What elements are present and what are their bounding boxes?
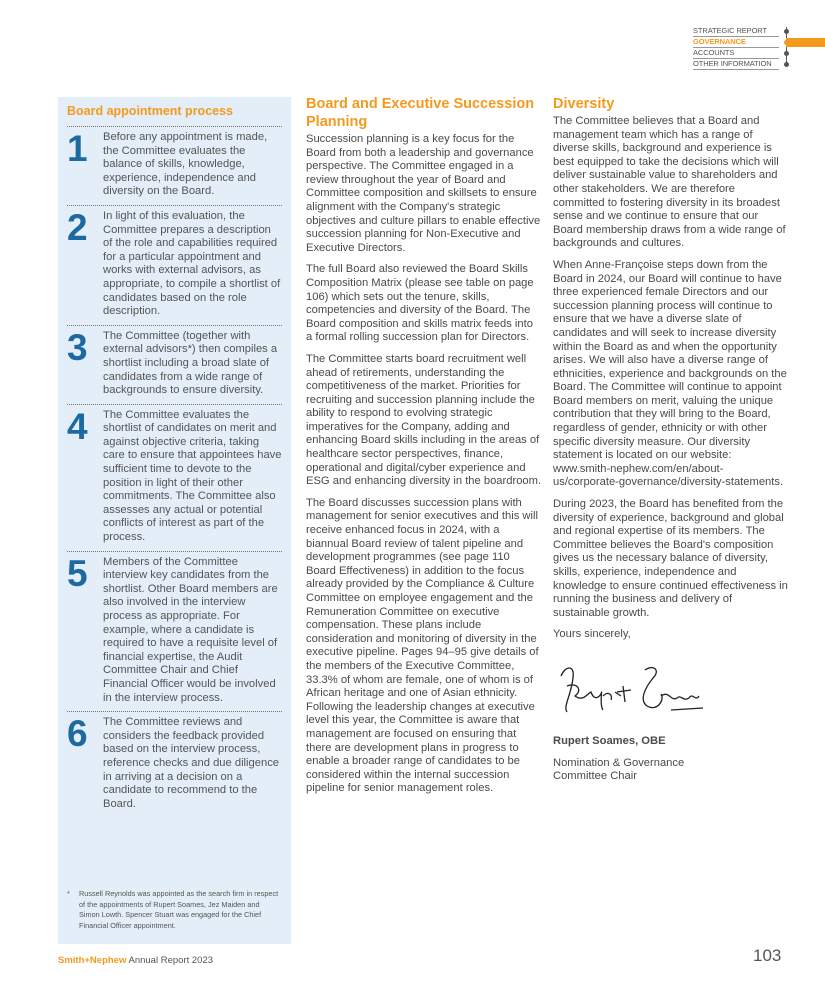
footnote-text: Russell Reynolds was appointed as the search firm in respect of the appointments of Rupert Soames, Jez Maiden and Simon Lowth. Spencer Stuart was engaged for the Chief Financial Officer appointment. — [79, 889, 279, 930]
step-number: 3 — [67, 326, 88, 368]
step-text: In light of this evaluation, the Committee prepares a description of the role and capabilities required for a particular appointment and works with external advisors, as appropriate, to compile a shortlist of candidates based on the role description. — [103, 209, 281, 318]
nav-governance[interactable]: GOVERNANCE — [693, 37, 779, 48]
brand-name: Smith+Nephew — [58, 955, 127, 966]
panel-title: Board appointment process — [67, 104, 233, 118]
process-step — [67, 711, 282, 817]
diversity-paragraph: During 2023, the Board has benefited from the diversity of experience, background and global and regional expertise of its members. The Committee believes the Board's composition gives us the necessary balance of diversity, skills, experience, independence and knowledge to ensure continued effectiveness in running the business and delivery of sustainable growth. — [553, 498, 788, 619]
step-number: 1 — [67, 128, 88, 169]
process-step — [67, 205, 282, 325]
step-number: 2 — [67, 206, 88, 248]
nav-active-marker — [786, 38, 825, 47]
diversity-paragraph: When Anne-Françoise steps down from the Board in 2024, our Board will continue to have three experienced female Directors and our succession planning process will continue to ensure that we have a diverse slate of candidates and will seek to increase diversity within the Board as and when the opportunity arises. We will also have a diverse range of ethnicities, experience and backgrounds on the Board. The Committee will continue to appoint Board members on merit, valuing the unique contribution that they will bring to the Board, regardless of gender, ethnicity or with other specific diversity measure. Our diversity statement is located on our website: www.smith-nephew.com/en/about-us/corporate-governance/diversity-statements. — [553, 258, 787, 489]
step-text: The Committee evaluates the shortlist of candidates on merit and against objective criteria, taking care to ensure that appointees have sufficient time to devote to the position in light of their other commitments. The Committee also assesses any actual or potential conflicts of interest as part of the process. — [103, 408, 282, 544]
nav-strategic-report[interactable]: STRATEGIC REPORT — [693, 26, 779, 37]
section-nav — [693, 26, 779, 70]
process-step — [67, 325, 282, 404]
step-number: 5 — [67, 552, 88, 594]
succession-paragraph: Succession planning is a key focus for the Board from both a leadership and governance perspective. The Committee engaged in a review throughout the year of Board and Committee composition and skillsets to ensure alignment with the Company's strategic objectives and culture pillars to enable effective succession planning for Non-Executive and Executive Directors. — [306, 133, 541, 254]
board-appointment-panel — [58, 97, 291, 944]
succession-paragraph: The Board discusses succession plans with management for senior executives and this will receive enhanced focus in 2024, with a biannual Board review of talent pipeline and development programmes (see page 110 Board Effectiveness) in addition to the focus already provided by the Compliance & Culture Committee on employee engagement and the Remuneration Committee on executive compensation. These plans include consideration and monitoring of diversity in the executive pipeline. Pages 94–95 give details of the members of the Executive Committee, 33.3% of whom are female, one of whom is of African heritage and one of Asian ethnicity. Following the leadership changes at executive level this year, the Committee is aware that management are focused on ensuring that there are development plans in progress to enable a broader range of candidates to be considered within the internal succession pipeline for senior management roles. — [306, 496, 539, 795]
footnote-mark: * — [67, 889, 70, 898]
nav-dot — [784, 51, 789, 56]
process-step — [67, 126, 282, 205]
succession-paragraph: The full Board also reviewed the Board Skills Composition Matrix (please see table on page 106) which sets out the tenure, skills, competencies and diversity of the Board. The Board composition and skills matrix feeds into a formal rolling succession plan for Directors. — [306, 263, 534, 344]
process-step — [67, 551, 282, 712]
succession-paragraph: The Committee starts board recruitment well ahead of retirements, understanding the competitiveness of the market. Priorities for recruiting and succession planning include the ability to respond to evolving strategic imperatives for the Company, adding and enhancing Board skills including in the areas of healthcare sector perspectives, finance, operational and digital/cyber experience and ESG and enhancing diversity in the boardroom. — [306, 352, 542, 488]
report-title: Annual Report 2023 — [128, 955, 214, 966]
diversity-heading: Diversity — [553, 96, 615, 112]
diversity-paragraph: The Committee believes that a Board and management team which has a range of diverse skills, background and experience is best equipped to take the decisions which will deliver sustainable value to shareholders and other stakeholders. We are therefore committed to fostering diversity in its broadest sense and we continue to ensure that our Board membership draws from a wide range of backgrounds and cultures. — [553, 115, 786, 250]
signatory-name: Rupert Soames, OBE — [553, 734, 666, 747]
diversity-paragraph: Yours sincerely, — [553, 628, 631, 641]
page-footer — [58, 955, 213, 966]
nav-dot — [784, 62, 789, 67]
page-number: 103 — [753, 946, 782, 965]
nav-other-information[interactable]: OTHER INFORMATION — [693, 59, 779, 70]
step-text: The Committee reviews and considers the feedback provided based on the interview process, reference checks and due diligence in arriving at a decision on a candidate to recommend to the Board. — [103, 716, 280, 810]
succession-heading: Board and Executive Succession Planning — [306, 96, 535, 130]
step-text: Members of the Committee interview key candidates from the shortlist. Other Board members are also involved in the interview process as appropriate. For example, where a candidate is required to have a requisite level of financial expertise, the Audit Committee Chair and Chief Financial Officer would be involved in the interview process. — [103, 555, 278, 704]
step-text: The Committee (together with external advisors*) then compiles a shortlist including a broad slate of candidates from a wide range of backgrounds to ensure diversity. — [103, 329, 278, 397]
diversity-column — [553, 95, 789, 792]
step-number: 6 — [67, 713, 88, 755]
step-number: 4 — [67, 405, 88, 447]
signature — [553, 656, 713, 726]
nav-accounts[interactable]: ACCOUNTS — [693, 48, 779, 59]
footnote — [67, 889, 282, 931]
signatory-role: Nomination & Governance Committee Chair — [553, 756, 685, 783]
succession-column — [306, 95, 542, 804]
step-text: Before any appointment is made, the Committee evaluates the balance of skills, knowledge, experience, independence and diversity on the Board. — [103, 131, 268, 198]
nav-dot — [784, 40, 789, 45]
nav-dot — [784, 29, 789, 34]
process-step — [67, 404, 282, 551]
